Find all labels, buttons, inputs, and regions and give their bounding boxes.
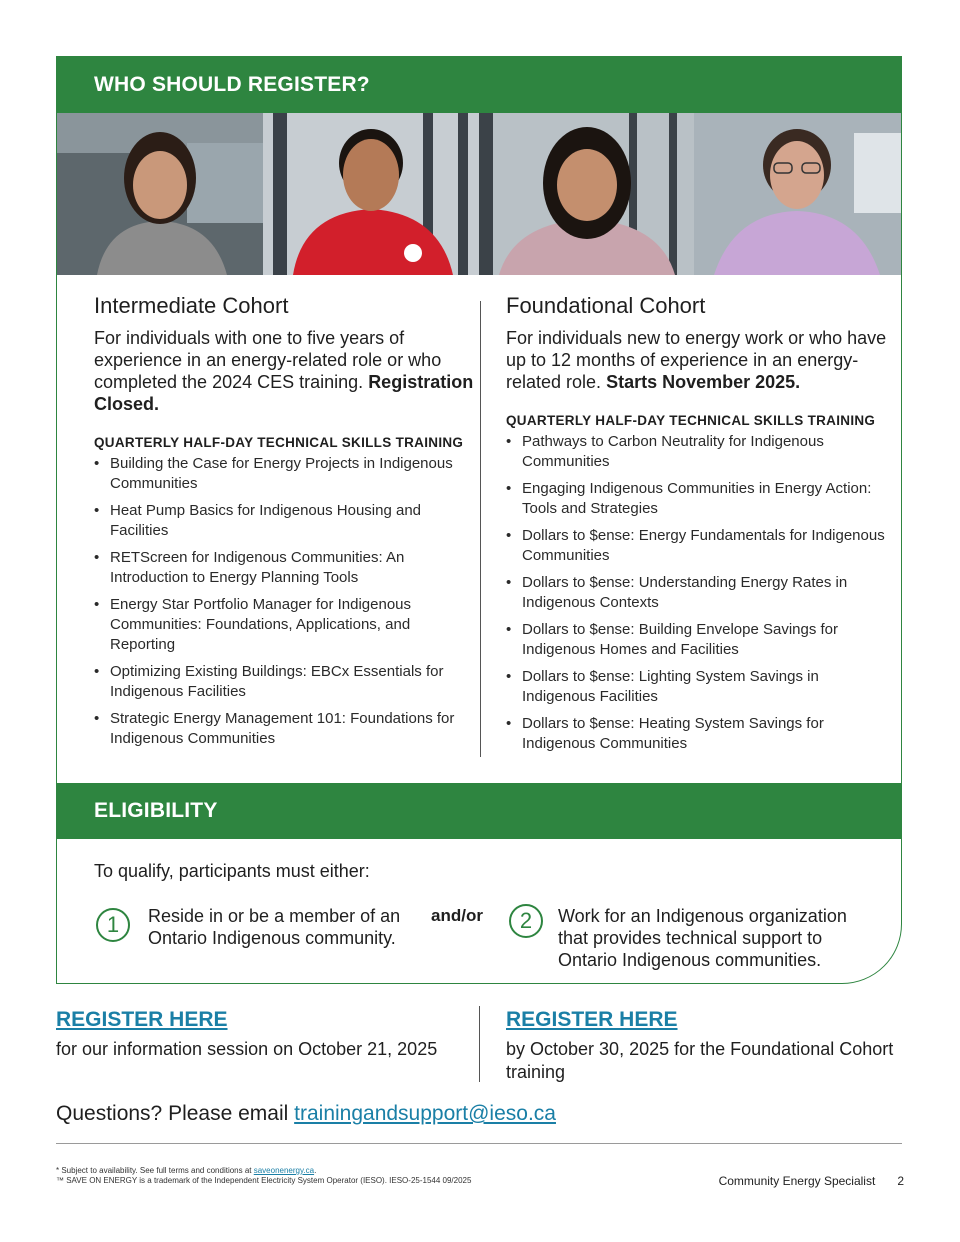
register-details: for our information session on October 21, 2025 [56, 1039, 438, 1059]
registration-status: Registration Closed. [94, 372, 474, 414]
photo-woman-gray-hoodie [57, 113, 263, 275]
register-here-link[interactable]: REGISTER HERE [56, 1008, 228, 1031]
criterion-text-2: Work for an Indigenous organization that provides technical support to Ontario Indigenous communities. [558, 906, 847, 970]
footer-title: Community Energy Specialist [718, 1174, 876, 1188]
intermediate-cohort [94, 293, 479, 756]
register-details: by October 30, 2025 for the Foundational Cohort training [506, 1039, 894, 1082]
list-item: • Dollars to $ense: Energy Fundamentals for Indigenous Communities [506, 526, 891, 566]
list-item: • Dollars to $ense: Heating System Savings for Indigenous Communities [506, 714, 891, 754]
foundational-cohort [506, 293, 891, 761]
register-here-link[interactable]: REGISTER HERE [506, 1008, 678, 1031]
criteria-connector: and/or [431, 906, 483, 925]
questions-line: Questions? Please email trainingandsupport@ieso.ca [56, 1102, 556, 1125]
training-subheading: QUARTERLY HALF-DAY TECHNICAL SKILLS TRAINING [506, 413, 876, 428]
list-item: • Optimizing Existing Buildings: EBCx Essentials for Indigenous Facilities [94, 662, 479, 702]
footnotes [56, 1166, 471, 1186]
list-item: • Dollars to $ense: Lighting System Savings in Indigenous Facilities [506, 667, 891, 707]
criterion-number-2: 2 [509, 904, 543, 938]
criterion-number-1: 1 [96, 908, 130, 942]
list-item: • Dollars to $ense: Building Envelope Savings for Indigenous Homes and Facilities [506, 620, 891, 660]
email-link[interactable]: trainingandsupport@ieso.ca [294, 1102, 556, 1125]
list-item: • Strategic Energy Management 101: Foundations for Indigenous Communities [94, 709, 479, 749]
photo-woman-lavender-sweater [694, 113, 901, 275]
section-header-who [57, 57, 901, 113]
cohort-description: For individuals new to energy work or who have up to 12 months of experience in an energy-related role. Starts November 2025. [506, 328, 887, 392]
section-title-eligibility: ELIGIBILITY [94, 799, 218, 822]
list-item: • Pathways to Carbon Neutrality for Indigenous Communities [506, 432, 891, 472]
list-item: • Engaging Indigenous Communities in Energy Action: Tools and Strategies [506, 479, 891, 519]
footnote-trademark: ™ SAVE ON ENERGY is a trademark of the Independent Electricity System Operator (IESO). IESO-25-1544 09/2025 [56, 1176, 472, 1185]
criterion-text-1: Reside in or be a member of an Ontario Indigenous community. [148, 906, 401, 948]
list-item: • Energy Star Portfolio Manager for Indigenous Communities: Foundations, Applications, and Reporting [94, 595, 479, 655]
training-list [506, 432, 891, 754]
page-number: 2 [897, 1174, 904, 1188]
photo-man-red-polo [263, 113, 479, 275]
list-item: • Building the Case for Energy Projects in Indigenous Communities [94, 454, 479, 494]
training-subheading: QUARTERLY HALF-DAY TECHNICAL SKILLS TRAINING [94, 435, 464, 450]
footnote-terms: * Subject to availability. See full terms and conditions at saveonenergy.ca. [56, 1166, 317, 1175]
start-date: Starts November 2025. [606, 372, 801, 392]
eligibility-intro: To qualify, participants must either: [94, 861, 370, 881]
list-item: • Dollars to $ense: Understanding Energy Rates in Indigenous Contexts [506, 573, 891, 613]
training-list [94, 454, 479, 749]
cohort-description: For individuals with one to five years of experience in an energy-related role or who completed the 2024 CES training. Registration Closed. [94, 328, 474, 414]
section-title-who: WHO SHOULD REGISTER? [94, 73, 370, 96]
page-footer [697, 1174, 904, 1188]
photo-woman-striped-top [479, 113, 694, 275]
participant-photos [57, 113, 901, 275]
register-divider [479, 1006, 480, 1082]
list-item: • Heat Pump Basics for Indigenous Housing and Facilities [94, 501, 479, 541]
footer-rule [56, 1143, 902, 1144]
list-item: • RETScreen for Indigenous Communities: An Introduction to Energy Planning Tools [94, 548, 479, 588]
who-should-register-card [56, 56, 902, 984]
register-foundational [506, 1008, 896, 1084]
register-info-session [56, 1008, 466, 1061]
cohort-title: Intermediate Cohort [94, 293, 289, 318]
section-header-eligibility [57, 783, 901, 839]
saveonenergy-link[interactable]: saveonenergy.ca [253, 1166, 315, 1175]
cohort-title: Foundational Cohort [506, 293, 706, 318]
column-divider [480, 301, 481, 757]
